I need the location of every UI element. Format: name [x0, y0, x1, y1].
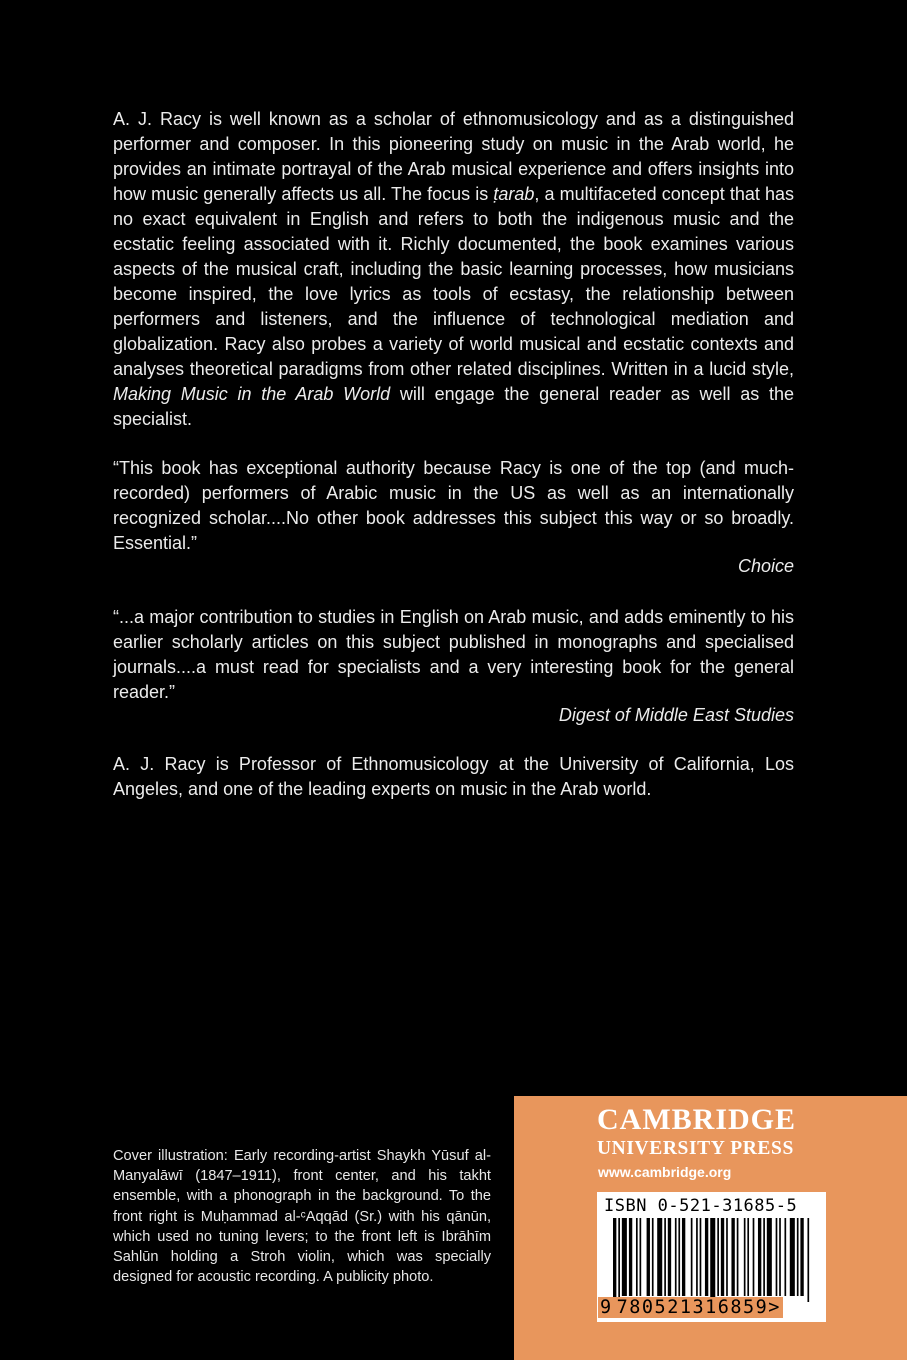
- barcode-bar: [807, 1218, 809, 1302]
- barcode-bar: [700, 1218, 702, 1296]
- review-source-1: Choice: [737, 556, 794, 576]
- description-text-3: will engage the general reader as well as the specialist.: [113, 384, 794, 429]
- barcode-bar: [747, 1218, 749, 1296]
- barcode-bar: [640, 1218, 642, 1296]
- barcode-number: [598, 1297, 783, 1318]
- review-source-2: Digest of Middle East Studies: [558, 705, 794, 725]
- barcode-digits: 780521316859: [616, 1297, 769, 1318]
- barcode-bar: [797, 1218, 799, 1296]
- barcode-bar: [622, 1218, 627, 1296]
- barcode-bar: [779, 1218, 781, 1296]
- barcode-bar: [800, 1218, 803, 1296]
- book-description: [113, 107, 794, 432]
- barcode-bar: [776, 1218, 778, 1296]
- barcode-bar: [717, 1218, 719, 1296]
- barcode-bar: [678, 1218, 680, 1296]
- barcode-bar: [636, 1218, 638, 1296]
- barcode-bar: [737, 1218, 739, 1296]
- barcode-bar: [753, 1218, 755, 1296]
- review-quote-1: “This book has exceptional authority because Racy is one of the top (and much-recorded) performers of Arabic music in the US as well as an internationally recognized scholar....No other book addresses this subject this way or so broadly. Essential.”: [113, 458, 794, 553]
- barcode-bar: [731, 1218, 734, 1296]
- isbn-label: ISBN 0-521-31685-5: [604, 1196, 798, 1216]
- barcode-bar: [790, 1218, 795, 1296]
- barcode-bar: [726, 1218, 728, 1296]
- barcode-end-mark: >: [768, 1297, 781, 1318]
- barcode-bar: [664, 1218, 666, 1296]
- author-bio: A. J. Racy is Professor of Ethnomusicology at the University of California, Los Angeles, and one of the leading experts on music in the Arab world.: [113, 754, 794, 799]
- description-text-2: , a multifaceted concept that has no exact equivalent in English and refers to both the indigenous music and the ecstatic feeling associated with it. Richly documented, the book examines various aspects of the musical craft, including the basic learning processes, how musicians become inspired, the love lyrics as tools of ecstasy, the relationship between performers and listeners, and the influence of technological mediation and globalization. Racy also probes a variety of world musical and ecstatic contexts and analyses theoretical paradigms from other related disciplines. Written in a lucid style,: [113, 184, 795, 379]
- barcode-bar: [668, 1218, 671, 1296]
- barcode-bar: [657, 1218, 662, 1296]
- barcode-bar: [675, 1218, 677, 1296]
- barcode-first-digit: 9: [600, 1297, 613, 1318]
- barcode-bar: [758, 1218, 761, 1296]
- barcode-bar: [721, 1218, 724, 1296]
- publisher-subtitle: UNIVERSITY PRESS: [597, 1138, 794, 1159]
- barcode-bar: [647, 1218, 650, 1296]
- review-quote-2: “...a major contribution to studies in English on Arab music, and adds eminently to his earlier scholarly articles on this subject published in monographs and specialised journals....a must read for specialists and a very interesting book for the general reader.”: [113, 607, 794, 702]
- publisher-name: CAMBRIDGE: [597, 1103, 797, 1136]
- barcode-bar: [705, 1218, 708, 1296]
- barcode-bar: [691, 1218, 693, 1296]
- term-tarab: ṭarab: [493, 184, 535, 204]
- barcode-bar: [682, 1218, 685, 1296]
- barcode-bar: [618, 1218, 620, 1302]
- barcode-bar: [767, 1218, 772, 1296]
- barcode-bar: [744, 1218, 746, 1296]
- barcode-bar: [763, 1218, 765, 1296]
- barcode-bar: [652, 1218, 654, 1296]
- barcode-bar: [613, 1218, 616, 1302]
- cover-illustration-caption: Cover illustration: Early recording-artist Shaykh Yūsuf al-Manyalāwī (1847–1911), front center, and his takht ensemble, with a phonograph in the background. To the front right is Muḥammad al-ᶜAqqād (Sr.) with his qānūn, which used no tuning levers; to the front left is Ibrāhīm Sahlūn holding a Stroh violin, which was specially designed for acoustic recording. A publicity photo.: [113, 1148, 491, 1286]
- barcode-bar: [629, 1218, 632, 1296]
- description-text-1: A. J. Racy is well known as a scholar of ethnomusicology and as a distinguished performer and composer. In this pioneering study on music in the Arab world, he provides an intimate portrayal of the Arab musical experience and offers insights into how music generally affects us all. The focus is: [113, 109, 794, 204]
- barcode-bar: [784, 1218, 786, 1296]
- publisher-url: www.cambridge.org: [598, 1164, 732, 1180]
- barcode-bar: [696, 1218, 698, 1296]
- barcode-bar: [710, 1218, 715, 1302]
- book-title: Making Music in the Arab World: [113, 384, 391, 404]
- barcode-icon: [613, 1218, 811, 1302]
